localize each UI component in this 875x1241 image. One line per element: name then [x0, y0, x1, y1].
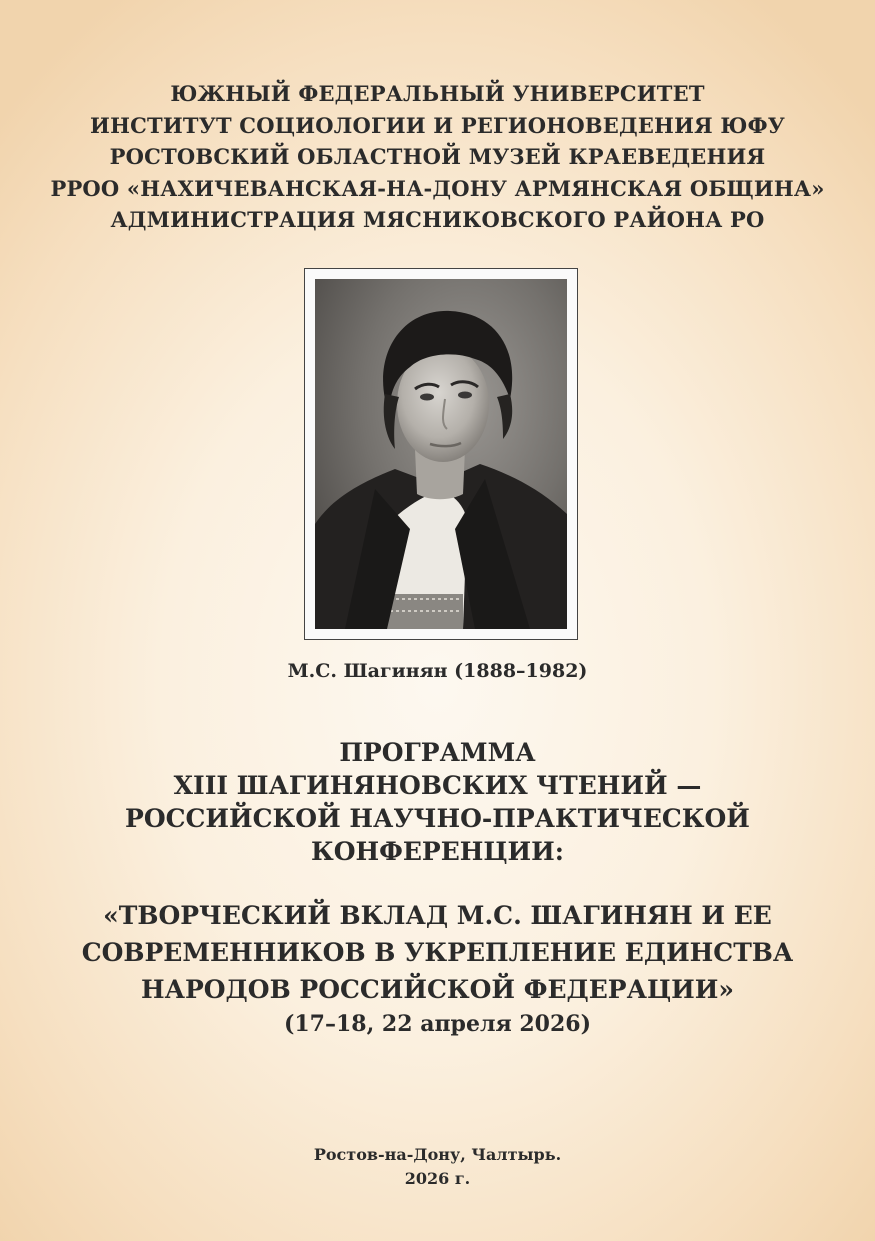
organization-line: АДМИНИСТРАЦИЯ МЯСНИКОВСКОГО РАЙОНА РО: [110, 207, 765, 232]
title-line: КОНФЕРЕНЦИИ:: [310, 837, 564, 866]
organization-line: РОСТОВСКИЙ ОБЛАСТНОЙ МУЗЕЙ КРАЕВЕДЕНИЯ: [109, 144, 766, 169]
program-title: [0, 736, 875, 868]
portrait-caption: М.С. Шагинян (1888–1982): [287, 660, 588, 682]
title-line: ПРОГРАММА: [339, 738, 536, 767]
organization-line: ИНСТИТУТ СОЦИОЛОГИИ И РЕГИОНОВЕДЕНИЯ ЮФУ: [90, 112, 785, 138]
title-line: XIII ШАГИНЯНОВСКИХ ЧТЕНИЙ —: [173, 771, 702, 800]
organization-line: РРОО «НАХИЧЕВАНСКАЯ-НА-ДОНУ АРМЯНСКАЯ ОБЩИНА»: [50, 175, 825, 201]
organizations-header: [0, 78, 875, 236]
organization-line: ЮЖНЫЙ ФЕДЕРАЛЬНЫЙ УНИВЕРСИТЕТ: [170, 81, 705, 106]
portrait-photo: [315, 279, 567, 629]
portrait-illustration: [315, 279, 567, 629]
theme-line: НАРОДОВ РОССИЙСКОЙ ФЕДЕРАЦИИ»: [141, 975, 734, 1004]
footer: [0, 1143, 875, 1191]
title-line: РОССИЙСКОЙ НАУЧНО-ПРАКТИЧЕСКОЙ: [125, 804, 750, 833]
footer-year: 2026 г.: [404, 1169, 471, 1188]
footer-place: Ростов-на-Дону, Чалтырь.: [313, 1145, 562, 1164]
theme-line: СОВРЕМЕННИКОВ В УКРЕПЛЕНИЕ ЕДИНСТВА: [81, 938, 794, 967]
conference-dates: (17–18, 22 апреля 2026): [283, 1011, 592, 1037]
conference-theme: [0, 897, 875, 1008]
theme-line: «ТВОРЧЕСКИЙ ВКЛАД М.С. ШАГИНЯН И ЕЕ: [103, 901, 772, 930]
portrait-frame: [304, 268, 578, 640]
